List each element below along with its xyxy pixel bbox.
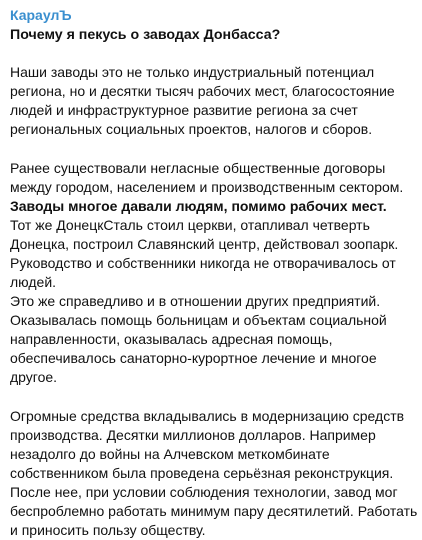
text-line: Оказывалась помощь больницам и объектам социальной (10, 312, 387, 328)
channel-name[interactable]: КараулЪ (10, 7, 72, 23)
post-title: Почему я пекусь о заводах Донбасса? (10, 27, 281, 43)
text-line: Наши заводы это не только индустриальный потенциал (10, 64, 375, 80)
text-line: беспроблемно работать минимум пару десятилетий. Работать (10, 503, 418, 519)
text-line: людей и инфраструктурное развитие региона за счет (10, 102, 358, 118)
text-line: Это же справедливо и в отношении других предприятий. (10, 293, 381, 309)
bold-text-line: Заводы многое давали людям, помимо рабочих мест. (10, 198, 387, 214)
text-line: направленности, оказывалась адресная помощь, (10, 331, 333, 347)
text-line: обеспечивалось санаторно-курортное лечение и многое (10, 350, 377, 366)
text-line: Ранее существовали негласные общественные договоры (10, 160, 386, 176)
text-line: другое. (10, 369, 58, 385)
text-line: Руководство и собственники никогда не отворачивалось от (10, 255, 396, 271)
text-line: После нее, при условии соблюдения технологии, завод мог (10, 484, 398, 500)
text-line: между городом, населением и производственным сектором. (10, 179, 404, 195)
text-line: собственником была проведена серьёзная реконструкция. (10, 465, 394, 481)
paragraph-2 (10, 159, 412, 387)
paragraph-3 (10, 407, 418, 540)
text-line: Огромные средства вкладывались в модернизацию средств (10, 408, 405, 424)
text-line: Донецка, построил Славянский центр, действовал зоопарк. (10, 236, 399, 252)
text-line: людей. (10, 274, 57, 290)
text-line: региональных социальных проектов, налогов и сборов. (10, 121, 373, 137)
paragraph-1 (10, 63, 412, 139)
text-line: незадолго до войны на Алчевском меткомбинате (10, 446, 330, 462)
text-line: производства. Десятки миллионов долларов. Например (10, 427, 376, 443)
text-line: Тот же ДонецкСталь стоил церкви, отапливал четверть (10, 217, 370, 233)
text-line: региона, но и десятки тысяч рабочих мест, благосостояние (10, 83, 395, 99)
text-line: и приносить пользу обществу. (10, 522, 206, 538)
